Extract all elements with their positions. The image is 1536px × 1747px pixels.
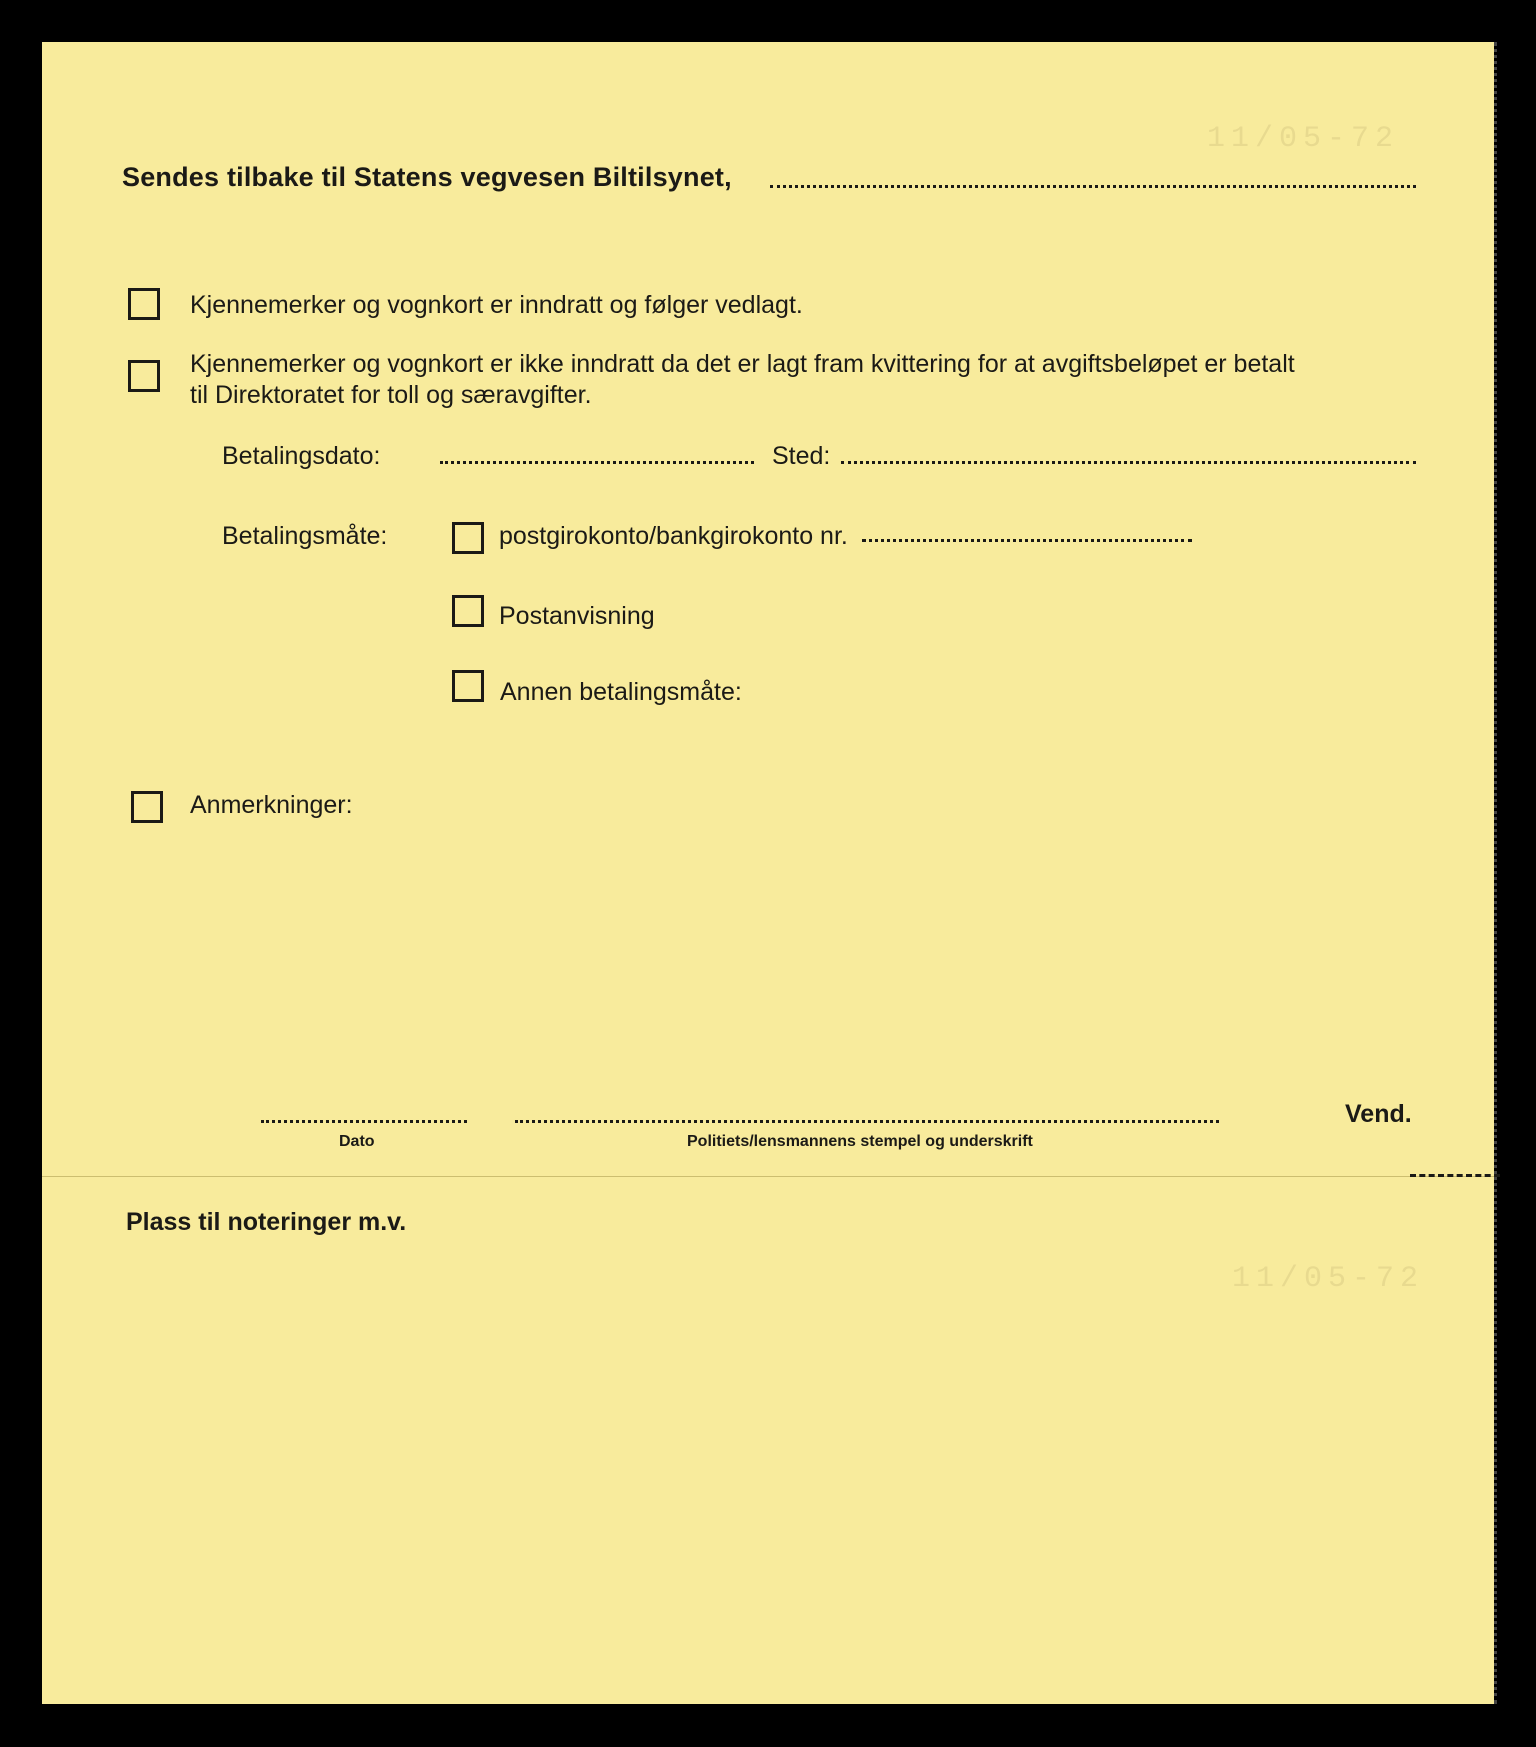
turn-over-label: Vend. xyxy=(1345,1100,1412,1128)
ghost-text: 11/05-72 xyxy=(1232,1262,1425,1296)
cut-dash-line xyxy=(1410,1174,1500,1177)
header-fill-line[interactable] xyxy=(770,185,1416,188)
option1-label: Kjennemerker og vognkort er inndratt og følger vedlagt. xyxy=(190,291,803,319)
fold-line xyxy=(42,1176,1494,1177)
form-sheet xyxy=(42,42,1494,1704)
payment-method-label: Betalingsmåte: xyxy=(222,522,388,550)
giro-account-label: postgirokonto/bankgirokonto nr. xyxy=(499,522,848,550)
giro-account-checkbox[interactable] xyxy=(452,522,484,554)
place-field[interactable] xyxy=(841,461,1416,464)
postal-order-label: Postanvisning xyxy=(499,602,655,630)
other-method-label: Annen betalingsmåte: xyxy=(500,678,742,706)
date-signature-line[interactable] xyxy=(261,1120,467,1123)
other-method-checkbox[interactable] xyxy=(452,670,484,702)
option2-label-line2: til Direktoratet for toll og særavgifter. xyxy=(190,381,592,409)
ghost-text: 11/05-72 xyxy=(1207,122,1400,156)
date-caption: Dato xyxy=(339,1133,375,1150)
payment-date-label: Betalingsdato: xyxy=(222,442,381,470)
option1-checkbox[interactable] xyxy=(128,288,160,320)
perforated-edge xyxy=(1494,42,1500,1704)
giro-account-field[interactable] xyxy=(862,539,1192,542)
signature-caption: Politiets/lensmannens stempel og underskrift xyxy=(687,1133,1033,1150)
option2-label-line1: Kjennemerker og vognkort er ikke inndratt da det er lagt fram kvittering for at avgiftsbeløpet er betalt xyxy=(190,350,1295,378)
remarks-label: Anmerkninger: xyxy=(190,791,353,819)
notes-label: Plass til noteringer m.v. xyxy=(126,1208,407,1236)
remarks-checkbox[interactable] xyxy=(131,791,163,823)
option2-checkbox[interactable] xyxy=(128,360,160,392)
place-label: Sted: xyxy=(772,442,831,470)
stamp-signature-line[interactable] xyxy=(515,1120,1219,1123)
payment-date-field[interactable] xyxy=(440,461,754,464)
form-header: Sendes tilbake til Statens vegvesen Biltilsynet, xyxy=(122,162,732,192)
postal-order-checkbox[interactable] xyxy=(452,595,484,627)
